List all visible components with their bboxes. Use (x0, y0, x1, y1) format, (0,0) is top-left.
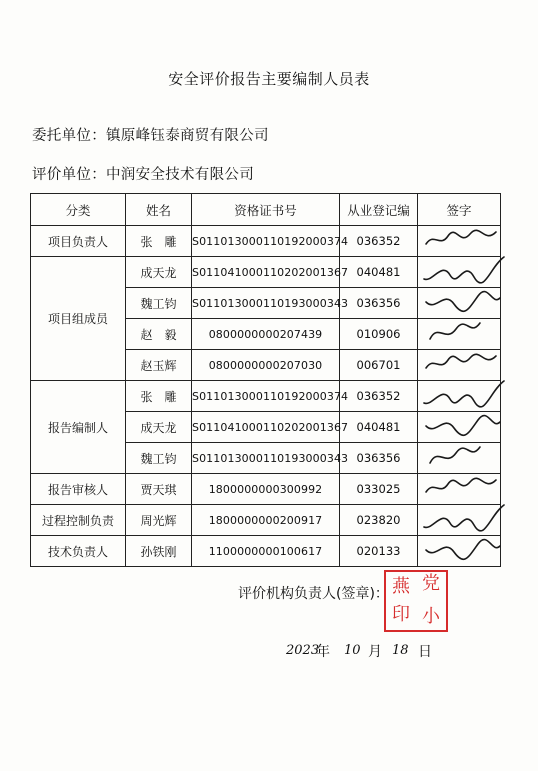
signature-cell (418, 288, 501, 319)
cert-cell: 1800000000300992 (192, 474, 340, 505)
signature-cell (418, 474, 501, 505)
category-cell: 项目组成员 (31, 257, 126, 381)
category-cell: 报告审核人 (31, 474, 126, 505)
name-cell: 赵 毅 (126, 319, 192, 350)
signature-cell (418, 412, 501, 443)
table-row (31, 505, 501, 536)
reg-cell: 006701 (340, 350, 418, 381)
entrust-unit (32, 124, 269, 145)
reg-cell: 020133 (340, 536, 418, 567)
reg-cell: 040481 (340, 257, 418, 288)
category-cell: 技术负责人 (31, 536, 126, 567)
signature-cell (418, 319, 501, 350)
evaluation-unit (32, 163, 254, 184)
table-row (31, 536, 501, 567)
header-reg: 从业登记编 (340, 194, 418, 226)
reg-cell: 036356 (340, 443, 418, 474)
seal-char: 印 (392, 604, 410, 625)
table-body (31, 226, 501, 567)
entrust-value: 镇原峰钰泰商贸有限公司 (106, 128, 269, 144)
seal-char: 燕 (392, 576, 410, 597)
name-cell: 张 雕 (126, 226, 192, 257)
name-cell: 魏工钧 (126, 443, 192, 474)
category-cell: 报告编制人 (31, 381, 126, 474)
cert-cell: 1100000000100617 (192, 536, 340, 567)
table-row (31, 257, 501, 288)
cert-cell: S011041000110202001367 (192, 412, 340, 443)
signature-cell (418, 350, 501, 381)
signature-cell (418, 505, 501, 536)
name-cell: 成天龙 (126, 412, 192, 443)
cert-cell: S011013000110192000374 (192, 381, 340, 412)
name-cell: 周光辉 (126, 505, 192, 536)
handwritten-signature (420, 532, 506, 570)
table-row (31, 474, 501, 505)
name-cell: 成天龙 (126, 257, 192, 288)
table-row (31, 381, 501, 412)
date-month-label: 月 (368, 644, 382, 660)
evaluator-value: 中润安全技术有限公司 (106, 167, 254, 183)
responsible-label: 评价机构负责人(签章)： (238, 586, 389, 602)
company-seal (384, 570, 448, 632)
reg-cell: 033025 (340, 474, 418, 505)
cert-cell: S011041000110202001367 (192, 257, 340, 288)
signature-cell (418, 536, 501, 567)
reg-cell: 036352 (340, 381, 418, 412)
header-category: 分类 (31, 194, 126, 226)
reg-cell: 036356 (340, 288, 418, 319)
table-header-row (31, 194, 501, 226)
name-cell: 张 雕 (126, 381, 192, 412)
date-month: 10 (344, 643, 361, 658)
name-cell: 贾天琪 (126, 474, 192, 505)
date-day-label: 日 (418, 644, 432, 660)
document-title: 安全评价报告主要编制人员表 (168, 70, 370, 88)
header-signature: 签字 (418, 194, 501, 226)
date-year-label: 年 (316, 644, 330, 660)
evaluator-label: 评价单位： (32, 167, 106, 183)
reg-cell: 036352 (340, 226, 418, 257)
header-name: 姓名 (126, 194, 192, 226)
name-cell: 魏工钧 (126, 288, 192, 319)
signature-cell (418, 226, 501, 257)
name-cell: 孙铁刚 (126, 536, 192, 567)
seal-char: 小 (422, 606, 440, 627)
date-day: 18 (392, 643, 409, 658)
signature-cell (418, 381, 501, 412)
category-cell: 过程控制负责 (31, 505, 126, 536)
staff-table (30, 193, 501, 567)
date-year: 2023 (286, 643, 320, 658)
cert-cell: S011013000110193000343 (192, 288, 340, 319)
entrust-label: 委托单位： (32, 128, 106, 144)
cert-cell: S011013000110192000374 (192, 226, 340, 257)
cert-cell: 0800000000207030 (192, 350, 340, 381)
name-cell: 赵玉辉 (126, 350, 192, 381)
cert-cell: 0800000000207439 (192, 319, 340, 350)
table-row (31, 226, 501, 257)
seal-char: 党 (422, 573, 440, 594)
reg-cell: 040481 (340, 412, 418, 443)
reg-cell: 023820 (340, 505, 418, 536)
header-cert: 资格证书号 (192, 194, 340, 226)
cert-cell: 1800000000200917 (192, 505, 340, 536)
reg-cell: 010906 (340, 319, 418, 350)
signature-cell (418, 443, 501, 474)
cert-cell: S011013000110193000343 (192, 443, 340, 474)
signing-date (286, 641, 446, 665)
category-cell: 项目负责人 (31, 226, 126, 257)
signature-cell (418, 257, 501, 288)
